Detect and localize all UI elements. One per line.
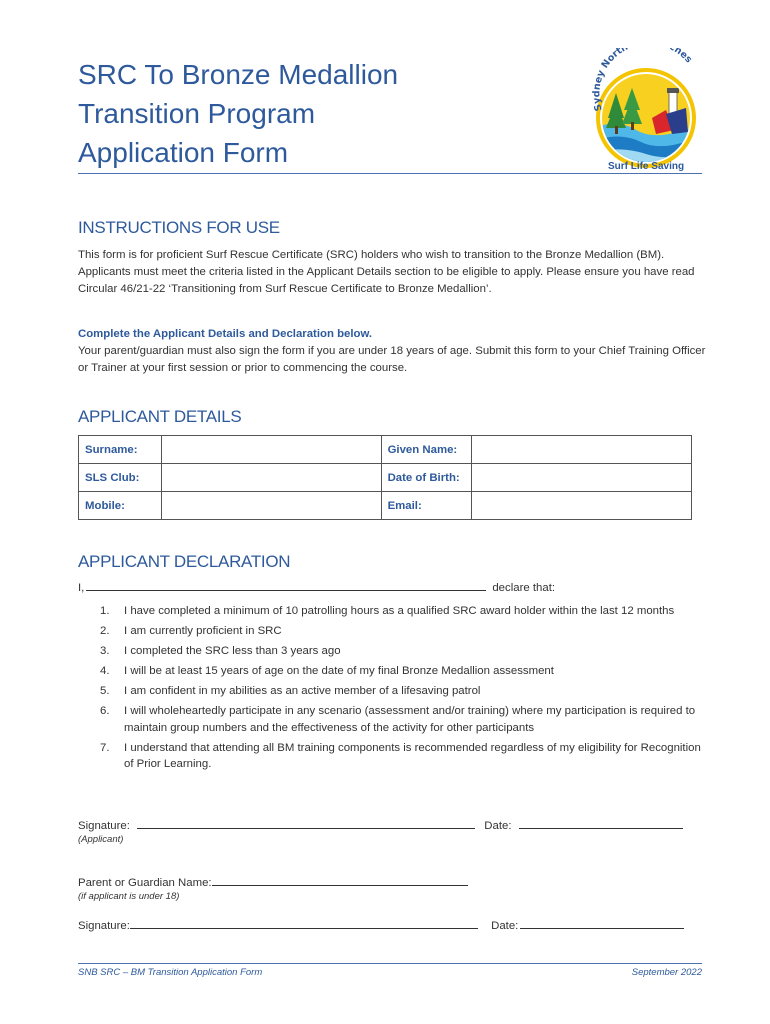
title-divider [78, 173, 702, 174]
list-item [78, 703, 708, 736]
applicant-date-label: Date: [484, 820, 512, 832]
guardian-note: (if applicant is under 18) [78, 891, 180, 902]
declaration-statement [78, 580, 555, 594]
list-item [78, 683, 708, 700]
item-number: 7. [100, 741, 110, 754]
item-text: I understand that attending all BM training components is recommended regardless of my eligibility for Recognition of Prior Learning. [124, 741, 701, 770]
footer-divider [78, 963, 702, 964]
guardian-name-row [78, 875, 468, 889]
email-field[interactable] [472, 492, 692, 520]
date-of-birth-field[interactable] [472, 464, 692, 492]
guardian-signature-row [78, 918, 684, 932]
guardian-signature-label: Signature: [78, 920, 130, 932]
item-number: 5. [100, 685, 110, 697]
details-heading: APPLICANT DETAILS [78, 407, 242, 426]
guardian-name-field[interactable] [212, 875, 468, 886]
table-row [79, 492, 692, 520]
item-text: I will wholeheartedly participate in any scenario (assessment and/or training) where my participation is required to maintain group numbers and the effectiveness of the activity for other participants [124, 705, 696, 734]
item-number: 1. [100, 605, 110, 617]
item-number: 6. [100, 705, 110, 717]
applicant-signature-label: Signature: [78, 820, 130, 832]
sls-club-label: SLS Club: [79, 464, 162, 492]
surname-label: Surname: [79, 436, 162, 464]
logo-caption: Surf Life Saving [607, 161, 685, 172]
given-name-label: Given Name: [381, 436, 472, 464]
guardian-date-field[interactable] [520, 918, 684, 929]
logo-arc-text: Sydney North hes [591, 48, 695, 113]
mobile-field[interactable] [161, 492, 381, 520]
list-item [78, 663, 708, 680]
list-item [78, 643, 708, 660]
guardian-signature-field[interactable] [130, 918, 478, 929]
table-row [79, 464, 692, 492]
item-text: I am currently proficient in SRC [124, 625, 282, 637]
declarant-name-field[interactable] [86, 580, 486, 591]
list-item [78, 603, 708, 620]
mobile-label: Mobile: [79, 492, 162, 520]
surname-field[interactable] [161, 436, 381, 464]
instructions-heading: INSTRUCTIONS FOR USE [78, 218, 280, 237]
item-number: 4. [100, 665, 110, 677]
list-item [78, 740, 708, 773]
item-text: I am confident in my abilities as an active member of a lifesaving patrol [124, 685, 481, 697]
declaration-suffix: declare that: [492, 582, 556, 594]
email-label: Email: [381, 492, 472, 520]
declaration-prefix: I, [78, 582, 85, 594]
list-item [78, 623, 708, 640]
item-text: I completed the SRC less than 3 years ago [124, 645, 341, 657]
sls-club-field[interactable] [161, 464, 381, 492]
item-number: 2. [100, 625, 110, 637]
form-title [78, 55, 528, 172]
declaration-list [78, 603, 708, 776]
applicant-signature-field[interactable] [137, 818, 475, 829]
guardian-name-label: Parent or Guardian Name: [78, 877, 212, 889]
title-line-3: Application Form [78, 137, 289, 168]
given-name-field[interactable] [472, 436, 692, 464]
applicant-signature-row [78, 818, 683, 832]
item-number: 3. [100, 645, 110, 657]
title-line-2: Transition Program [78, 98, 316, 129]
applicant-details-table [78, 435, 692, 520]
instructions-emphasis: Complete the Applicant Details and Declaration below. [78, 328, 373, 340]
item-text: I have completed a minimum of 10 patrolling hours as a qualified SRC award holder within the last 12 months [124, 605, 675, 617]
applicant-note: (Applicant) [78, 834, 124, 845]
guardian-date-label: Date: [491, 920, 519, 932]
footer-right: September 2022 [631, 967, 702, 978]
applicant-date-field[interactable] [519, 818, 683, 829]
instructions-body: This form is for proficient Surf Rescue Certificate (SRC) holders who wish to transition to the Bronze Medallion (BM). Applicants must meet the criteria listed in the Applicant Details section to be eligible to apply. Please ensure you have read Circular 46/21-22 ‘Transitioning from Surf Rescue Certificate to Bronze Medallion’. [78, 249, 695, 295]
sls-logo [586, 48, 706, 174]
declaration-heading: APPLICANT DECLARATION [78, 552, 291, 571]
table-row [79, 436, 692, 464]
title-line-1: SRC To Bronze Medallion [78, 59, 399, 90]
date-of-birth-label: Date of Birth: [381, 464, 472, 492]
item-text: I will be at least 15 years of age on the date of my final Bronze Medallion assessment [124, 665, 554, 677]
footer-left: SNB SRC – BM Transition Application Form [78, 967, 263, 978]
instructions-note: Your parent/guardian must also sign the form if you are under 18 years of age. Submit this form to your Chief Training Officer or Trainer at your first session or prior to commencing the course. [78, 345, 706, 374]
